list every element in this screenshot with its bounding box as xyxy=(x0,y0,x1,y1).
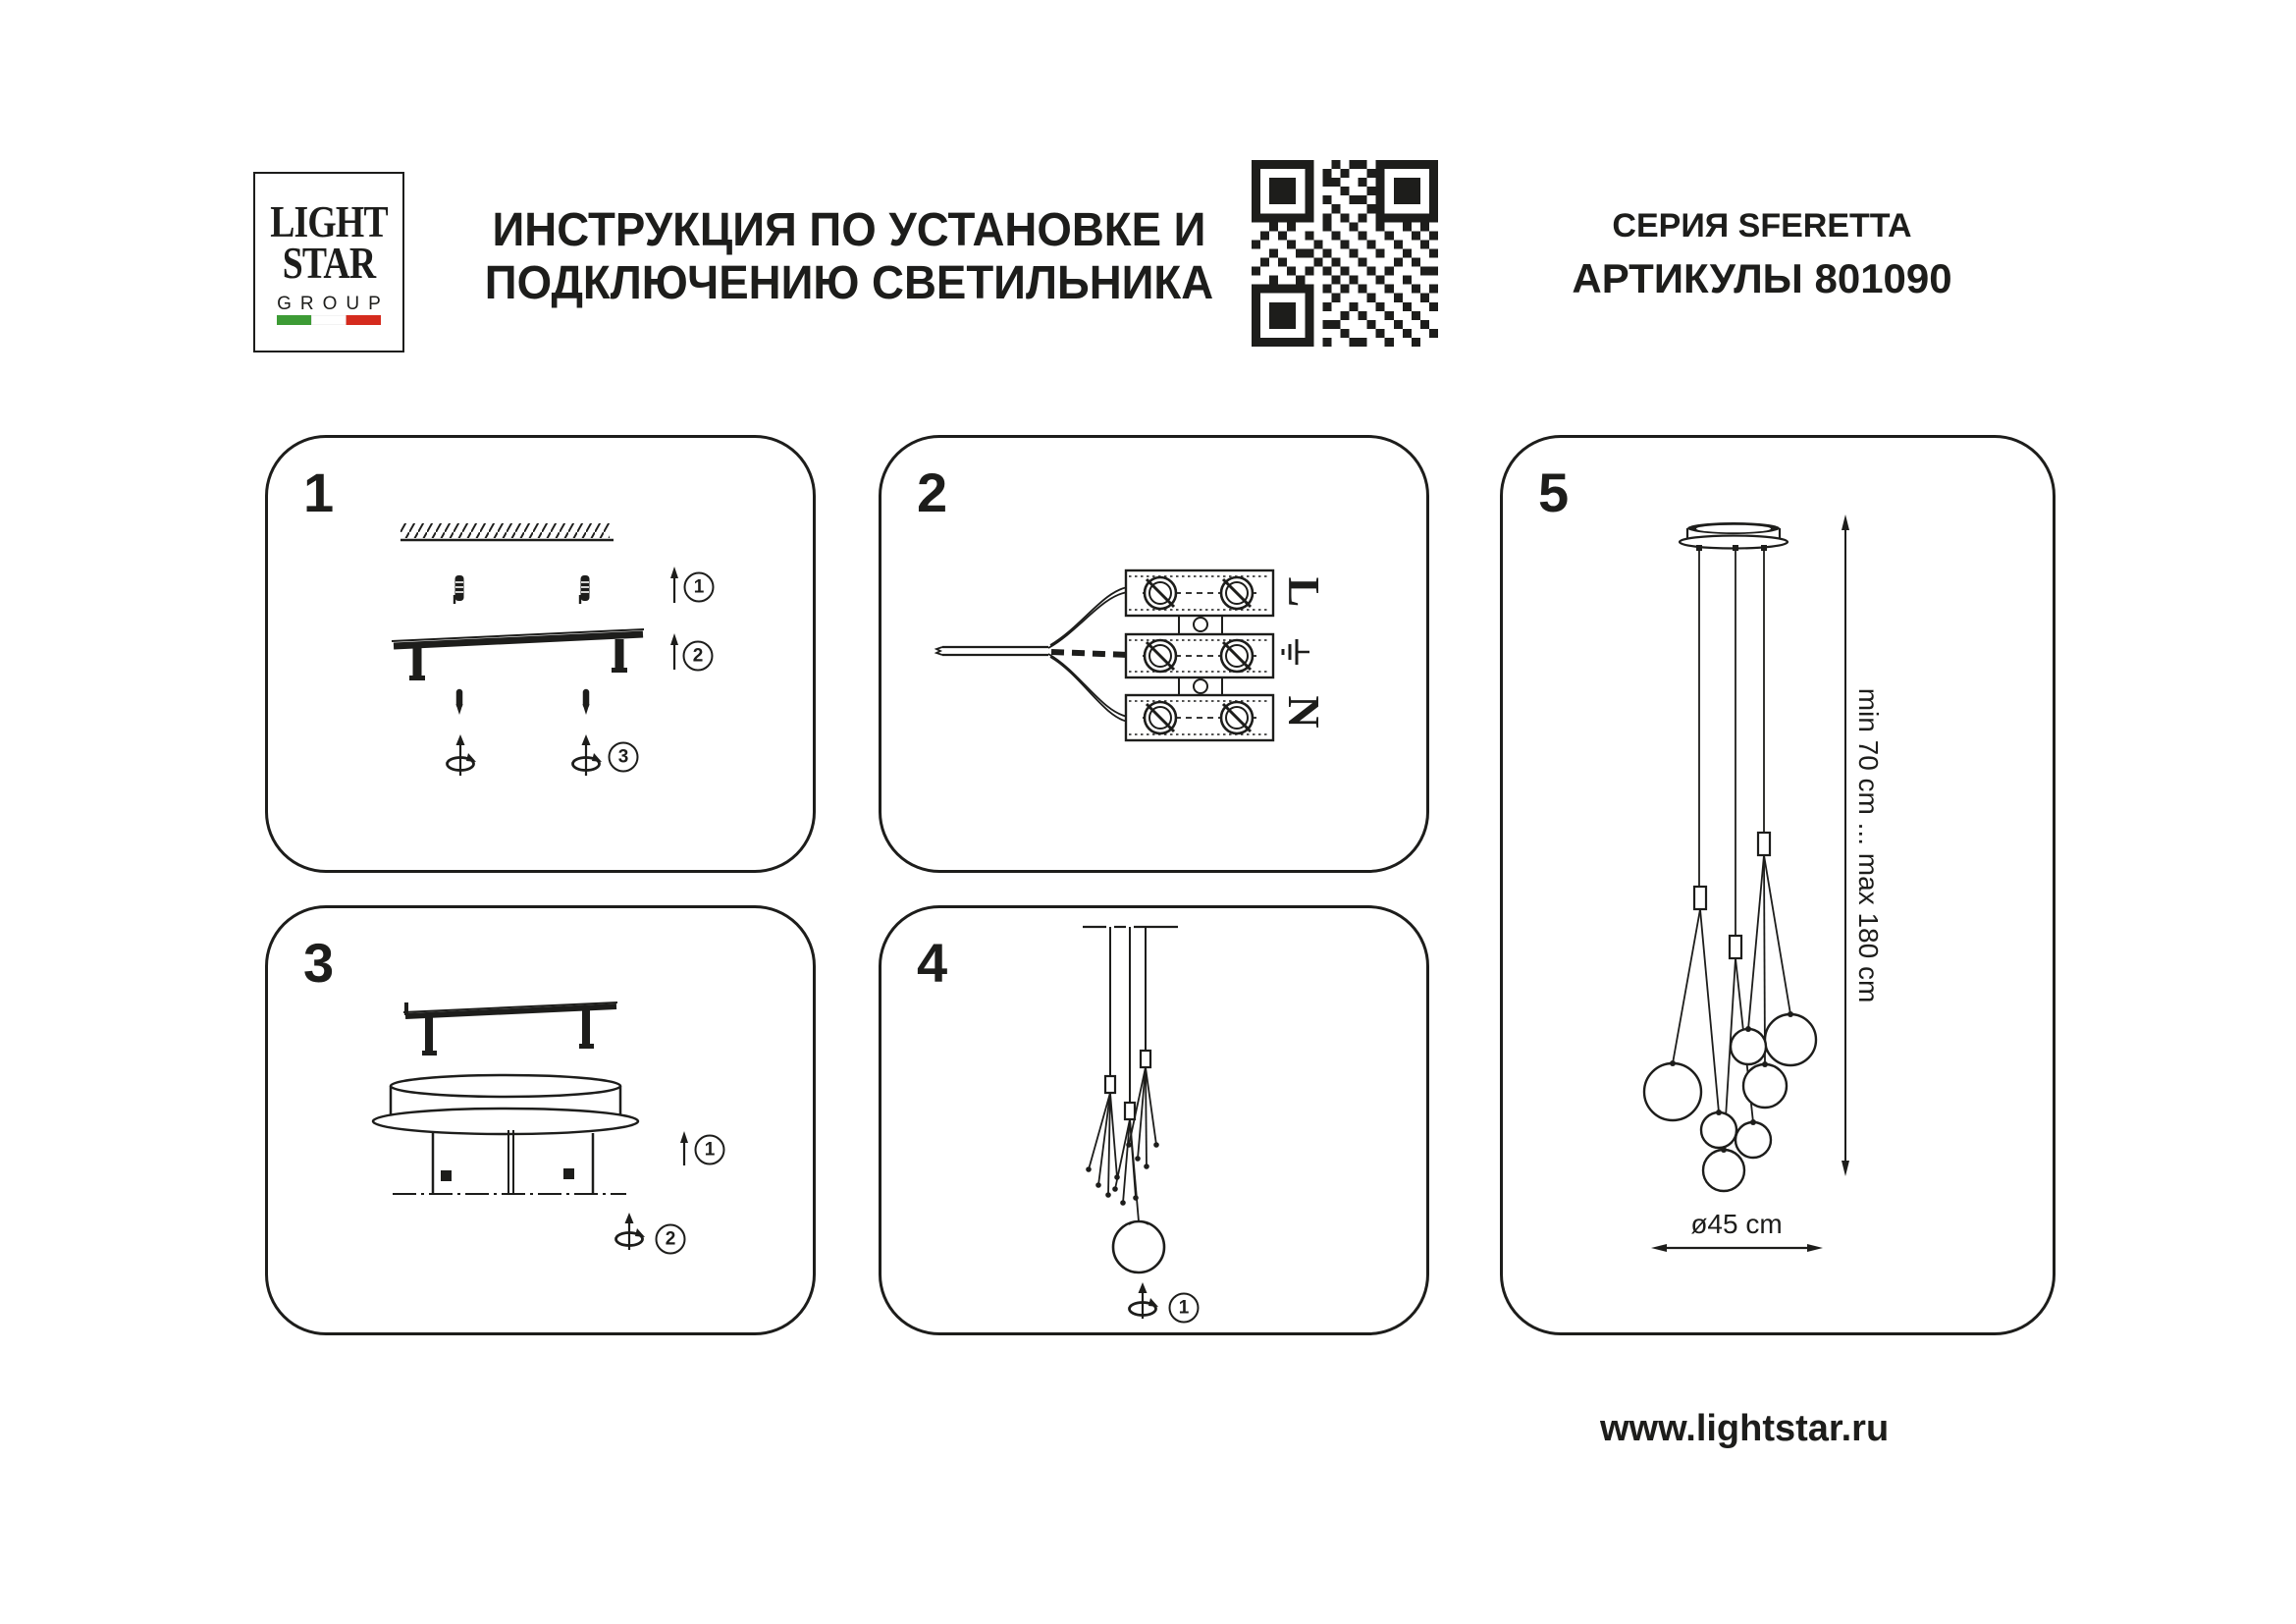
panel-4-diagram xyxy=(881,908,1426,1332)
threaded-rods xyxy=(433,1130,593,1194)
article-label: АРТИКУЛЫ 801090 xyxy=(1572,255,1952,301)
screw-rotation-icon xyxy=(1130,1282,1159,1319)
step-panel-2 xyxy=(879,435,1429,873)
wire-earth-dashed xyxy=(1051,652,1128,655)
panel-1-number: 1 xyxy=(303,461,335,523)
step-badge-2: 2 xyxy=(683,641,714,672)
ceiling-hatch xyxy=(400,523,614,540)
direction-arrow-up xyxy=(680,1131,688,1165)
logo-light: LIGHT xyxy=(270,196,388,246)
terminal-block-live xyxy=(1126,570,1273,616)
title-line-1: ИНСТРУКЦИЯ ПО УСТАНОВКЕ И xyxy=(492,204,1206,256)
mains-cable xyxy=(936,647,1048,655)
direction-arrow-up xyxy=(670,633,678,670)
terminal-block-neutral xyxy=(1126,695,1273,740)
height-range-label: min 70 cm ... max 180 cm xyxy=(1853,687,1884,1003)
panel-2-number: 2 xyxy=(917,461,948,523)
height-dimension-arrow xyxy=(1842,514,1849,1176)
terminal-label-live: L xyxy=(1279,576,1329,608)
step-badge-1: 1 xyxy=(695,1135,725,1165)
panel-3-diagram xyxy=(268,908,813,1332)
mounting-bracket xyxy=(403,1002,617,1056)
screw-icon xyxy=(456,692,463,715)
diameter-dimension-arrow xyxy=(1651,1244,1823,1252)
screw-rotation-icon xyxy=(616,1213,646,1250)
step-badge-1: 1 xyxy=(684,572,715,603)
logo-star: STAR xyxy=(282,238,376,288)
glass-sphere xyxy=(1113,1221,1164,1272)
screw-rotation-icon xyxy=(448,734,477,776)
page-title xyxy=(457,204,1241,310)
cord-connectors xyxy=(1694,833,1770,958)
suspension-cords xyxy=(1699,551,1764,936)
panel-2-diagram xyxy=(881,438,1426,870)
italian-flag-icon xyxy=(277,315,381,325)
step-badge-3: 3 xyxy=(609,742,639,773)
terminal-block-earth xyxy=(1126,634,1273,677)
wall-anchor-icon xyxy=(454,575,464,604)
ceiling-canopy xyxy=(1680,522,1788,551)
mounting-bracket xyxy=(392,629,644,680)
website-url: www.lightstar.ru xyxy=(1600,1408,1890,1449)
wire-strands xyxy=(1089,1067,1156,1221)
terminal-label-neutral: N xyxy=(1279,695,1329,729)
step-panel-1 xyxy=(265,435,816,873)
canopy-body xyxy=(373,1075,638,1134)
step-panel-4 xyxy=(879,905,1429,1335)
screw-icon xyxy=(583,692,590,715)
series-label: СЕРИЯ SFERETTA xyxy=(1612,207,1912,244)
earth-symbol-icon xyxy=(1275,632,1314,672)
panel-5-diagram xyxy=(1503,438,2053,1332)
panel-1-diagram xyxy=(268,438,813,870)
wire-live xyxy=(1048,587,1128,648)
step-badge-1: 1 xyxy=(1169,1293,1200,1324)
panel-4-number: 4 xyxy=(917,932,948,994)
direction-arrow-up xyxy=(670,567,678,603)
wire-neutral xyxy=(1048,654,1128,722)
title-line-2: ПОДКЛЮЧЕНИЮ СВЕТИЛЬНИКА xyxy=(484,257,1214,309)
panel-3-number: 3 xyxy=(303,932,335,994)
diameter-label: ø45 cm xyxy=(1690,1209,1783,1239)
step-panel-5 xyxy=(1500,435,2056,1335)
product-info xyxy=(1517,208,2007,300)
lightstar-logo xyxy=(253,172,404,352)
step-panel-3 xyxy=(265,905,816,1335)
wall-anchor-icon xyxy=(580,575,590,604)
qr-code xyxy=(1252,160,1438,347)
logo-group: GROUP xyxy=(277,294,390,314)
step-badge-2: 2 xyxy=(656,1224,686,1255)
screw-rotation-icon xyxy=(573,734,603,776)
panel-5-number: 5 xyxy=(1538,461,1570,523)
